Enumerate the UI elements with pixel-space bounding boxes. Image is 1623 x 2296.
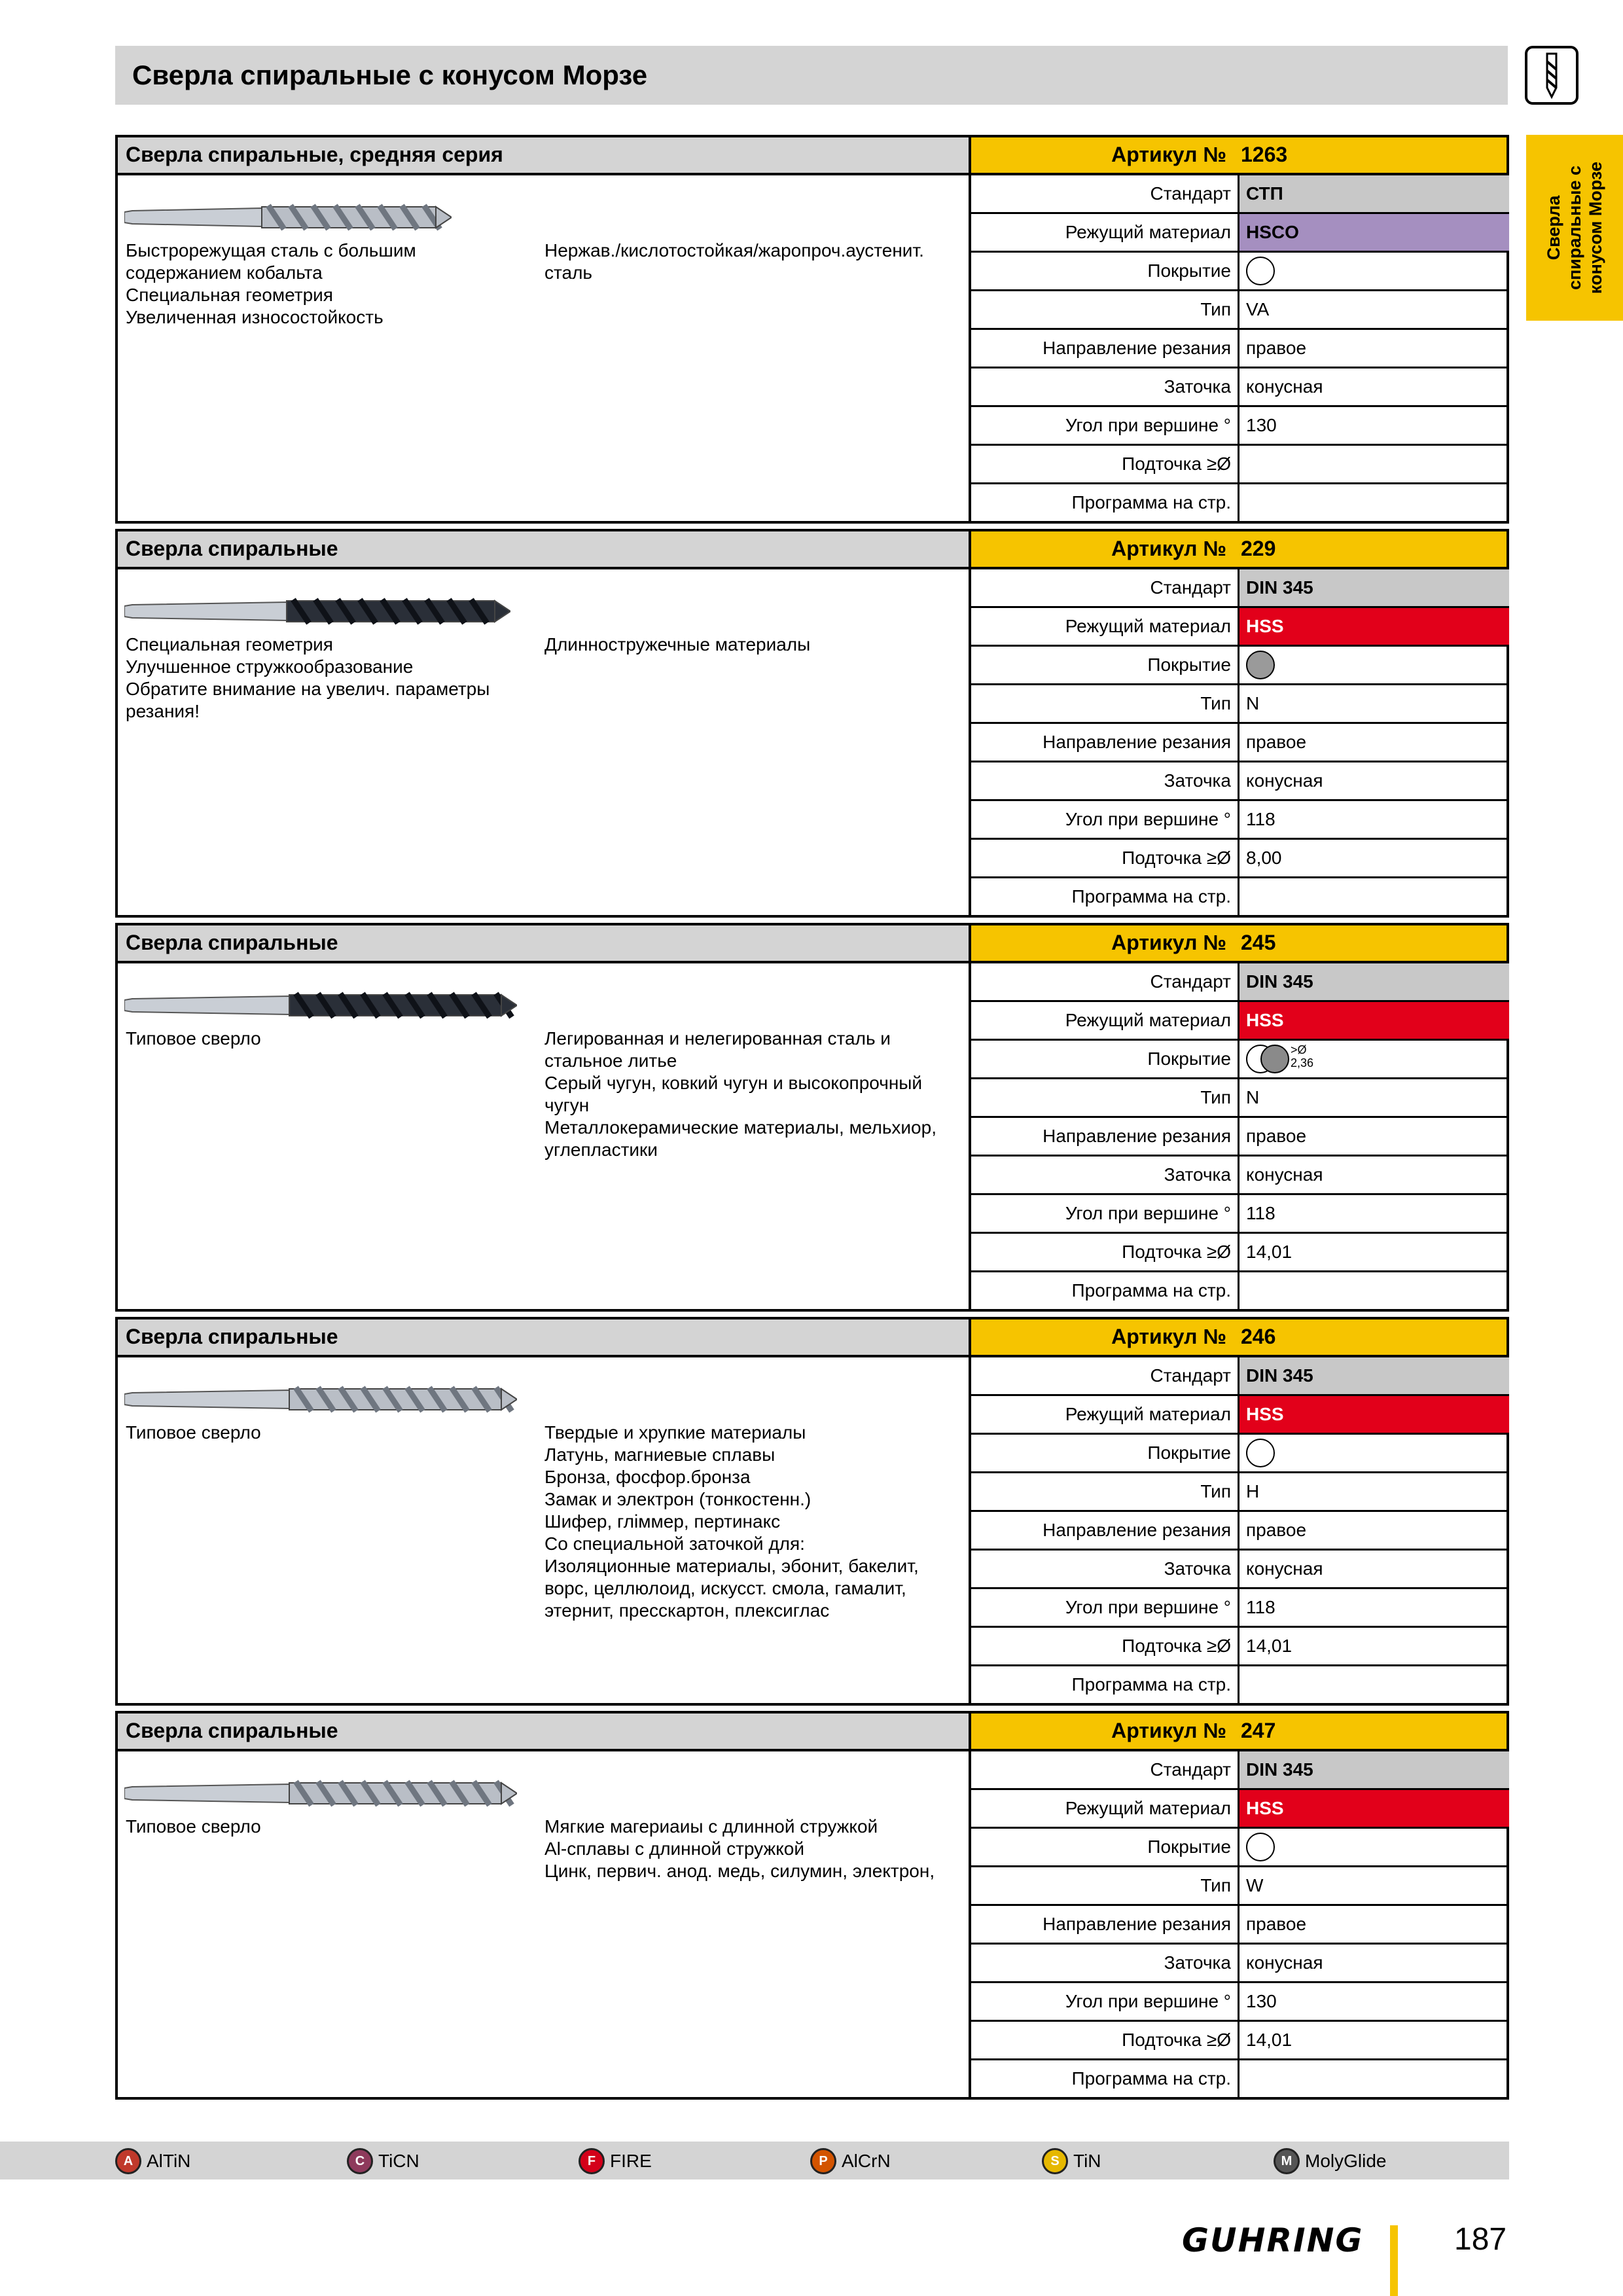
spec-label: Подточка ≥Ø [971, 2022, 1240, 2058]
spec-label: Угол при вершине ° [971, 1195, 1240, 1232]
spec-label: Направление резания [971, 1906, 1240, 1943]
spec-table [969, 1357, 1507, 1703]
spec-value-angle: 118 [1246, 1203, 1275, 1223]
description-line: резания! [126, 701, 200, 721]
description-left [126, 1422, 518, 1444]
spec-row-coating [971, 1435, 1509, 1473]
spec-row-point [971, 1551, 1509, 1589]
spec-value-standard: DIN 345 [1240, 1751, 1509, 1788]
description-left [126, 634, 518, 723]
article-number: 245 [1241, 931, 1276, 954]
spec-row-program [971, 878, 1509, 917]
spec-value-direction: правое [1246, 732, 1307, 752]
spec-label: Программа на стр. [971, 1272, 1240, 1311]
spec-row-angle [971, 801, 1509, 840]
drill-image [124, 1380, 517, 1419]
section-header [118, 137, 1507, 175]
description-line: содержанием кобальта [126, 262, 323, 283]
spec-row-program [971, 2060, 1509, 2099]
spec-row-angle [971, 1589, 1509, 1628]
description-right [544, 634, 963, 656]
coating-value [1240, 647, 1509, 683]
material-line: Латунь, магниевые сплавы [544, 1444, 776, 1465]
spec-row-point [971, 1945, 1509, 1983]
spec-row-angle [971, 1983, 1509, 2022]
article-cell [969, 137, 1507, 173]
spec-row-direction [971, 330, 1509, 368]
spec-value-standard: СТП [1240, 175, 1509, 212]
description-right [544, 1422, 963, 1622]
spec-label: Режущий материал [971, 1790, 1240, 1827]
article-label: Артикул № [1111, 931, 1226, 954]
spec-value-angle: 118 [1246, 809, 1275, 829]
article-cell [969, 1319, 1507, 1355]
side-tab-line2: спиральные с [1565, 165, 1584, 291]
spec-value-material: HSCO [1240, 214, 1509, 251]
spec-value-thinning: 8,00 [1246, 848, 1282, 868]
material-line: Цинк, первич. анод. медь, силумин, электрон, [544, 1861, 935, 1881]
legend-label: FIRE [610, 2151, 652, 2171]
drill-image [124, 986, 517, 1025]
material-line: Изоляционные материалы, эбонит, бакелит, [544, 1556, 919, 1576]
section-title: Сверла спиральные [118, 531, 969, 567]
spec-label: Режущий материал [971, 1396, 1240, 1433]
spec-label: Угол при вершине ° [971, 407, 1240, 444]
material-line: Нержав./кислотостойкая/жаропроч.аустенит. [544, 240, 924, 260]
spec-value-thinning: 14,01 [1246, 1242, 1293, 1262]
spec-label: Стандарт [971, 1357, 1240, 1394]
spec-value-point: конусная [1246, 770, 1323, 791]
description-line: Специальная геометрия [126, 634, 333, 655]
article-cell [969, 531, 1507, 567]
material-line: Шифер, гліммер, пертинакс [544, 1511, 781, 1532]
side-tab-line1: Сверла [1544, 195, 1563, 260]
spec-value-angle: 130 [1246, 415, 1277, 435]
spec-label: Покрытие [971, 1041, 1240, 1077]
material-line: Серый чугун, ковкий чугун и высокопрочный [544, 1073, 923, 1093]
spec-value-direction: правое [1246, 338, 1307, 358]
description-line: Типовое сверло [126, 1028, 261, 1049]
product-section [115, 1711, 1509, 2100]
spec-value-program [1240, 1666, 1509, 1705]
description-left [126, 240, 518, 329]
article-label: Артикул № [1111, 143, 1226, 166]
spec-row-material [971, 214, 1509, 253]
spec-label: Режущий материал [971, 214, 1240, 251]
spec-row-standard [971, 963, 1509, 1002]
spec-label: Покрытие [971, 1435, 1240, 1471]
article-cell [969, 925, 1507, 961]
spec-row-coating [971, 647, 1509, 685]
spec-row-thinning [971, 840, 1509, 878]
spec-value-type: N [1246, 1087, 1260, 1107]
spec-label: Программа на стр. [971, 484, 1240, 523]
spec-value-thinning [1240, 446, 1509, 482]
material-line: стальное литье [544, 1050, 677, 1071]
spec-label: Направление резания [971, 724, 1240, 761]
material-line: Замак и электрон (тонкостенн.) [544, 1489, 812, 1509]
spec-value-type: VA [1246, 299, 1270, 319]
spec-label: Заточка [971, 1157, 1240, 1193]
spec-table [969, 1751, 1507, 2097]
page-header [115, 46, 1508, 105]
spec-label: Заточка [971, 1945, 1240, 1981]
product-section [115, 1317, 1509, 1706]
section-title: Сверла спиральные, средняя серия [118, 137, 969, 173]
spec-value-point: конусная [1246, 1164, 1323, 1185]
material-line: Твердые и хрупкие материалы [544, 1422, 806, 1443]
drill-image [124, 592, 510, 631]
spec-row-standard [971, 569, 1509, 608]
spec-value-thinning: 14,01 [1246, 1636, 1293, 1656]
description-line: Быстрорежущая сталь с большим [126, 240, 416, 260]
spec-value-program [1240, 2060, 1509, 2099]
spec-value-standard: DIN 345 [1240, 569, 1509, 606]
spec-label: Программа на стр. [971, 1666, 1240, 1705]
material-line: Со специальной заточкой для: [544, 1534, 805, 1554]
coating-value [1240, 253, 1509, 289]
spec-label: Тип [971, 685, 1240, 722]
spec-value-material: HSS [1240, 1396, 1509, 1433]
side-tab [1526, 135, 1623, 321]
spec-row-thinning [971, 446, 1509, 484]
spec-row-material [971, 1396, 1509, 1435]
section-header [118, 925, 1507, 963]
article-number: 247 [1241, 1719, 1276, 1742]
description-right [544, 1028, 963, 1161]
spec-row-point [971, 368, 1509, 407]
spec-label: Подточка ≥Ø [971, 840, 1240, 876]
product-section [115, 529, 1509, 918]
spec-value-type: N [1246, 693, 1260, 713]
spec-row-type [971, 1867, 1509, 1906]
spec-row-program [971, 1272, 1509, 1311]
double-circle-icon: >Ø 2,36 [1246, 1043, 1298, 1075]
legend-item [579, 2148, 652, 2174]
spec-label: Стандарт [971, 569, 1240, 606]
spec-value-point: конусная [1246, 1952, 1323, 1973]
legend-item [1042, 2148, 1101, 2174]
spec-label: Покрытие [971, 253, 1240, 289]
coating-value [1240, 1435, 1509, 1471]
legend-label: AlCrN [842, 2151, 891, 2171]
spec-row-thinning [971, 1234, 1509, 1272]
spec-value-angle: 130 [1246, 1991, 1277, 2011]
footer-divider [1390, 2225, 1398, 2296]
coating-value [1240, 1041, 1509, 1077]
drill-image [124, 1774, 517, 1813]
material-line: Бронза, фосфор.бронза [544, 1467, 751, 1487]
spec-label: Угол при вершине ° [971, 1589, 1240, 1626]
material-line: Легированная и нелегированная сталь и [544, 1028, 891, 1049]
coating-badge-icon: M [1274, 2148, 1300, 2174]
section-header [118, 1319, 1507, 1357]
spec-label: Подточка ≥Ø [971, 1628, 1240, 1664]
spec-label: Режущий материал [971, 608, 1240, 645]
spec-row-type [971, 685, 1509, 724]
material-line: сталь [544, 262, 593, 283]
spec-row-standard [971, 1751, 1509, 1790]
description-line: Обратите внимание на увелич. параметры [126, 679, 490, 699]
spec-row-coating [971, 1829, 1509, 1867]
spec-row-direction [971, 1906, 1509, 1945]
spec-value-point: конусная [1246, 1558, 1323, 1579]
spec-label: Стандарт [971, 175, 1240, 212]
spec-table [969, 963, 1507, 1309]
spec-label: Режущий материал [971, 1002, 1240, 1039]
description-line: Специальная геометрия [126, 285, 333, 305]
description-left [126, 1028, 518, 1050]
spec-label: Подточка ≥Ø [971, 446, 1240, 482]
spec-label: Тип [971, 291, 1240, 328]
description-line: Типовое сверло [126, 1816, 261, 1837]
spec-label: Заточка [971, 368, 1240, 405]
spec-label: Тип [971, 1473, 1240, 1510]
legend-label: MolyGlide [1305, 2151, 1387, 2171]
empty-circle-icon [1246, 1439, 1275, 1467]
empty-circle-icon [1246, 1833, 1275, 1861]
section-header [118, 1713, 1507, 1751]
empty-circle-icon [1246, 257, 1275, 285]
spec-label: Заточка [971, 1551, 1240, 1587]
spec-label: Заточка [971, 762, 1240, 799]
spec-row-coating [971, 1041, 1509, 1079]
spec-value-thinning: 14,01 [1246, 2030, 1293, 2050]
article-cell [969, 1713, 1507, 1749]
material-line: этернит, пресскартон, плексиглас [544, 1600, 830, 1621]
article-number: 1263 [1241, 143, 1288, 166]
spec-value-material: HSS [1240, 1790, 1509, 1827]
spec-row-angle [971, 1195, 1509, 1234]
spec-value-type: W [1246, 1875, 1264, 1895]
spec-value-standard: DIN 345 [1240, 963, 1509, 1000]
description-line: Улучшенное стружкообразование [126, 656, 414, 677]
spec-value-material: HSS [1240, 608, 1509, 645]
spec-label: Угол при вершине ° [971, 1983, 1240, 2020]
spec-value-angle: 118 [1246, 1597, 1275, 1617]
spec-label: Программа на стр. [971, 2060, 1240, 2099]
brand-logo: GUHRING [1182, 2221, 1364, 2259]
grey-circle-icon [1246, 651, 1275, 679]
spec-value-standard: DIN 345 [1240, 1357, 1509, 1394]
legend-label: TiCN [378, 2151, 419, 2171]
coating-badge-icon: S [1042, 2148, 1068, 2174]
spec-row-material [971, 1002, 1509, 1041]
section-title: Сверла спиральные [118, 925, 969, 961]
material-line: Мягкие магериаиы с длинной стружкой [544, 1816, 878, 1837]
spec-label: Направление резания [971, 1118, 1240, 1155]
legend-label: AlTiN [147, 2151, 191, 2171]
material-line: Длинностружечные материалы [544, 634, 811, 655]
section-header [118, 531, 1507, 569]
spec-label: Тип [971, 1079, 1240, 1116]
section-title: Сверла спиральные [118, 1319, 969, 1355]
page-number: 187 [1454, 2222, 1507, 2257]
legend-label: TiN [1073, 2151, 1101, 2171]
spec-row-material [971, 1790, 1509, 1829]
spec-value-program [1240, 484, 1509, 523]
spec-row-direction [971, 1118, 1509, 1157]
spec-label: Стандарт [971, 1751, 1240, 1788]
legend-item [347, 2148, 419, 2174]
spec-row-angle [971, 407, 1509, 446]
spec-row-thinning [971, 1628, 1509, 1666]
description-left [126, 1816, 518, 1838]
spec-value-direction: правое [1246, 1520, 1307, 1540]
coating-value [1240, 1829, 1509, 1865]
spec-value-type: H [1246, 1481, 1260, 1501]
spec-row-point [971, 1157, 1509, 1195]
spec-value-point: конусная [1246, 376, 1323, 397]
spec-label: Стандарт [971, 963, 1240, 1000]
material-line: ворс, целлюлоид, искусст. смола, гамалит, [544, 1578, 906, 1598]
material-line: Металлокерамические материалы, мельхиор, [544, 1117, 936, 1138]
article-number: 246 [1241, 1325, 1276, 1348]
spec-value-direction: правое [1246, 1126, 1307, 1146]
legend-item [115, 2148, 190, 2174]
spec-row-standard [971, 175, 1509, 214]
coating-badge-icon: A [115, 2148, 141, 2174]
spec-row-thinning [971, 2022, 1509, 2060]
material-line: Al-сплавы с длинной стружкой [544, 1839, 804, 1859]
article-label: Артикул № [1111, 1325, 1226, 1348]
page-title: Сверла спиральные с конусом Морзе [132, 60, 648, 90]
spec-table [969, 569, 1507, 915]
spec-label: Покрытие [971, 1829, 1240, 1865]
spec-row-type [971, 291, 1509, 330]
spec-row-type [971, 1079, 1509, 1118]
spec-row-material [971, 608, 1509, 647]
spec-row-type [971, 1473, 1509, 1512]
spec-row-coating [971, 253, 1509, 291]
spec-value-program [1240, 1272, 1509, 1311]
spec-label: Подточка ≥Ø [971, 1234, 1240, 1270]
spec-label: Направление резания [971, 1512, 1240, 1549]
spec-value-direction: правое [1246, 1914, 1307, 1934]
side-tab-line3: конусом Морзе [1586, 161, 1605, 295]
legend-item [810, 2148, 891, 2174]
spec-row-direction [971, 1512, 1509, 1551]
spec-row-point [971, 762, 1509, 801]
spec-table [969, 175, 1507, 521]
spec-row-program [971, 484, 1509, 523]
material-line: углепластики [544, 1139, 658, 1160]
product-section [115, 135, 1509, 524]
coating-badge-icon: P [810, 2148, 836, 2174]
spec-label: Направление резания [971, 330, 1240, 367]
drill-logo-icon [1525, 46, 1578, 105]
article-label: Артикул № [1111, 537, 1226, 560]
coating-legend [0, 2142, 1509, 2179]
drill-image [124, 198, 452, 237]
article-number: 229 [1241, 537, 1276, 560]
spec-value-material: HSS [1240, 1002, 1509, 1039]
description-right [544, 240, 963, 284]
spec-label: Покрытие [971, 647, 1240, 683]
spec-label: Угол при вершине ° [971, 801, 1240, 838]
coating-badge-icon: C [347, 2148, 373, 2174]
description-right [544, 1816, 963, 1882]
spec-label: Тип [971, 1867, 1240, 1904]
material-line: чугун [544, 1095, 590, 1115]
article-label: Артикул № [1111, 1719, 1226, 1742]
spec-row-program [971, 1666, 1509, 1705]
coating-badge-icon: F [579, 2148, 605, 2174]
section-title: Сверла спиральные [118, 1713, 969, 1749]
spec-value-program [1240, 878, 1509, 917]
spec-label: Программа на стр. [971, 878, 1240, 917]
description-line: Увеличенная износостойкость [126, 307, 383, 327]
description-line: Типовое сверло [126, 1422, 261, 1443]
spec-row-direction [971, 724, 1509, 762]
product-section [115, 923, 1509, 1312]
legend-item [1274, 2148, 1386, 2174]
spec-row-standard [971, 1357, 1509, 1396]
